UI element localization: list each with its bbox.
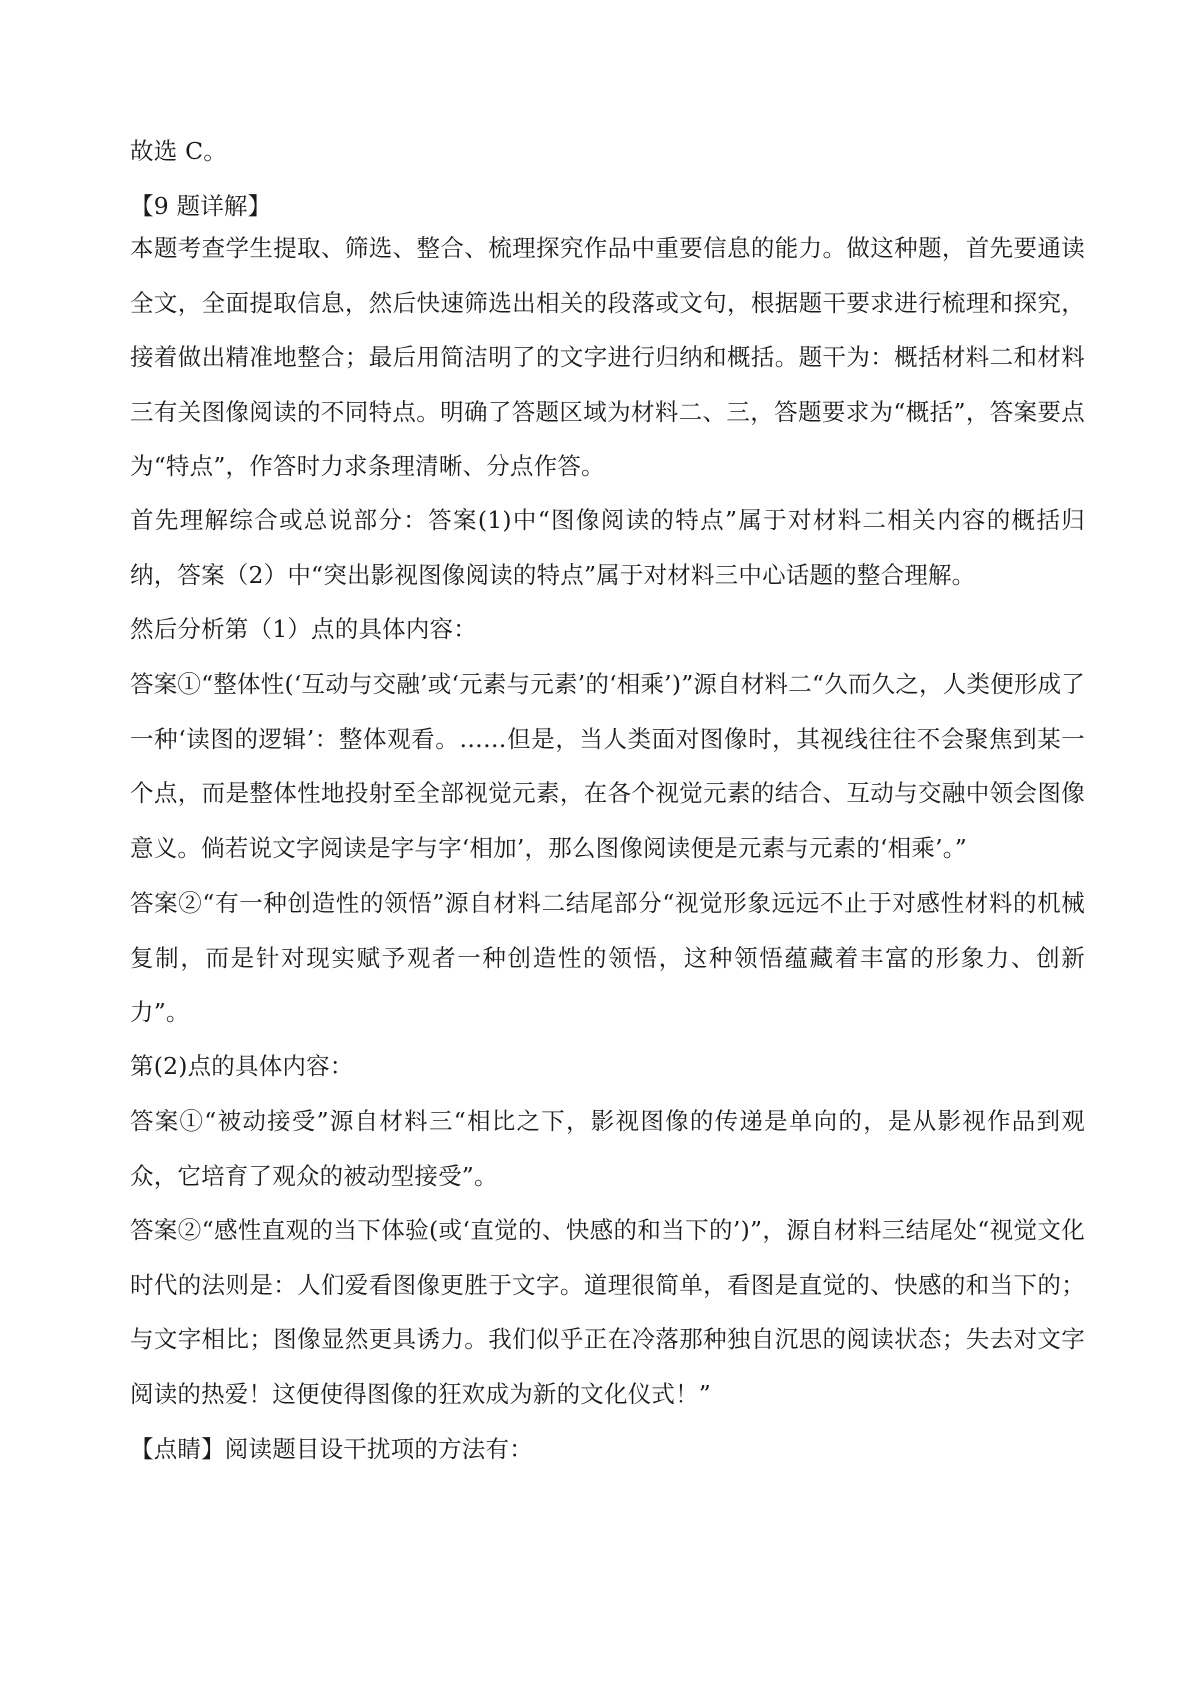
analysis-paragraph: 本题考查学生提取、筛选、整合、梳理探究作品中重要信息的能力。做这种题，首先要通读全文，全面提取信息，然后快速筛选出相关的段落或文句，根据题干要求进行梳理和探究，接着做出精准地整合；最后用简洁明了的文字进行归纳和概括。题干为：概括材料二和材料三有关图像阅读的不同特点。明确了答题区域为材料二、三，答题要求为“概括”，答案要点为“特点”，作答时力求条理清晰、分点作答。: [130, 234, 1085, 480]
point-2-answer-1: 答案①“被动接受”源自材料三“相比之下，影视图像的传递是单向的，是从影视作品到观众，它培育了观众的被动型接受”。: [130, 1107, 1085, 1190]
point-1-intro: 然后分析第（1）点的具体内容：: [130, 615, 477, 643]
point-1-answer-1: 答案①“整体性(‘互动与交融’或‘元素与元素’的‘相乘’)”源自材料二“久而久之，人类便形成了一种‘读图的逻辑’：整体观看。……但是，当人类面对图像时，其视线往往不会聚焦到某一个点，而是整体性地投射至全部视觉元素，在各个视觉元素的结合、互动与交融中领会图像意义。倘若说文字阅读是字与字‘相加’，那么图像阅读便是元素与元素的‘相乘’。”: [130, 670, 1085, 862]
point-2-answer-2: 答案②“感性直观的当下体验(或‘直觉的、快感的和当下的’)”，源自材料三结尾处“视觉文化时代的法则是：人们爱看图像更胜于文字。道理很简单，看图是直觉的、快感的和当下的；与文字相比；图像显然更具诱力。我们似乎正在冷落那种独自沉思的阅读状态；失去对文字阅读的热爱！这便使得图像的狂欢成为新的文化仪式！”: [130, 1216, 1085, 1408]
point-2-intro: 第(2)点的具体内容：: [130, 1052, 354, 1080]
conclusion-line: 故选 C。: [130, 137, 227, 165]
key-point-heading: 【点睛】阅读题目设干扰项的方法有：: [130, 1435, 533, 1463]
point-1-answer-2: 答案②“有一种创造性的领悟”源自材料二结尾部分“视觉形象远远不止于对感性材料的机械复制，而是针对现实赋予观者一种创造性的领悟，这种领悟蕴藏着丰富的形象力、创新力”。: [130, 889, 1085, 1026]
overview-paragraph: 首先理解综合或总说部分：答案(1)中“图像阅读的特点”属于对材料二相关内容的概括归纳，答案（2）中“突出影视图像阅读的特点”属于对材料三中心话题的整合理解。: [130, 506, 1085, 589]
question-9-heading: 【9 题详解】: [130, 192, 272, 220]
